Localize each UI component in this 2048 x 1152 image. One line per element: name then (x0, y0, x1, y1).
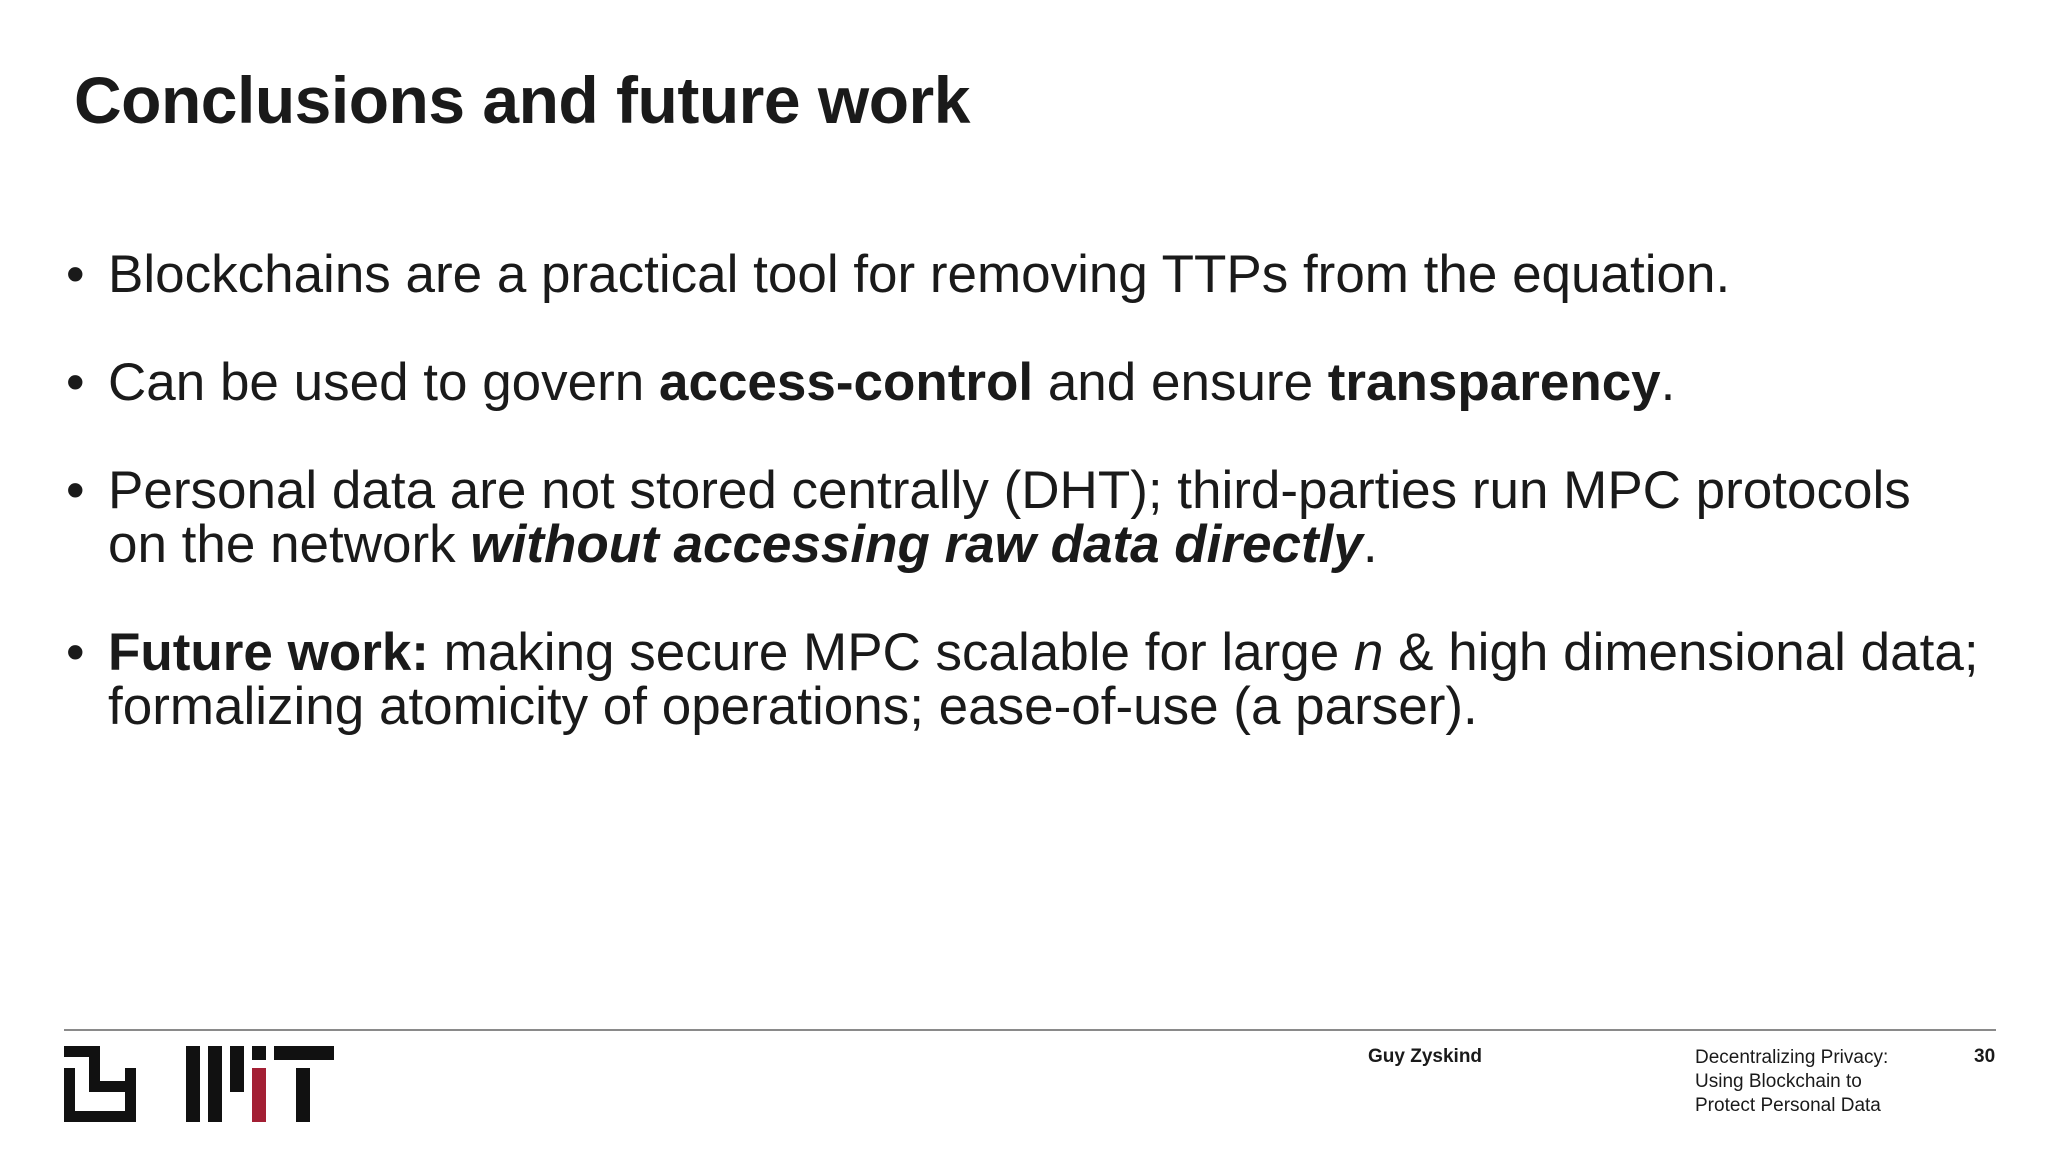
bullet-item (66, 245, 2016, 304)
bullet-text: Personal data are not stored centrally (DHT); third-parties run MPC protocols (108, 461, 1911, 520)
footer-deck-title (1695, 1046, 1888, 1118)
deck-title-line: Protect Personal Data (1695, 1095, 1881, 1116)
bullet-emphasis-text: without accessing raw data directly (470, 515, 1363, 574)
bullet-text: and ensure (1033, 353, 1328, 412)
bullet-bold-text: access-control (659, 353, 1034, 412)
bullet-italic-text: n (1353, 623, 1384, 682)
bullet-bold-text: Future work: (108, 623, 429, 682)
bullet-text: Can be used to govern (108, 353, 659, 412)
slide-title: Conclusions and future work (74, 63, 970, 137)
deck-title-line: Decentralizing Privacy: (1695, 1047, 1889, 1068)
bullet-text: . (1660, 353, 1676, 412)
page-number: 30 (1974, 1046, 1996, 1067)
mit-logo (64, 1046, 334, 1122)
bullet-text: . (1362, 515, 1378, 574)
bullet-text: & high dimensional data; (1383, 623, 1979, 682)
bullet-text: Blockchains are a practical tool for removing TTPs from the equation. (108, 245, 1731, 304)
bullet-text: formalizing atomicity of operations; ease-of-use (a parser). (108, 677, 1478, 736)
bullet-text: making secure MPC scalable for large (428, 623, 1354, 682)
bullet-bold-text: transparency (1327, 353, 1661, 412)
bullet-item (66, 353, 2016, 412)
bullet-list (66, 245, 2016, 788)
footer-author: Guy Zyskind (1368, 1046, 1483, 1067)
bullet-item (66, 623, 2016, 736)
bullet-text: on the network (108, 515, 471, 574)
bullet-item (66, 461, 2016, 574)
footer-divider (64, 1029, 1996, 1031)
deck-title-line: Using Blockchain to (1695, 1071, 1862, 1092)
